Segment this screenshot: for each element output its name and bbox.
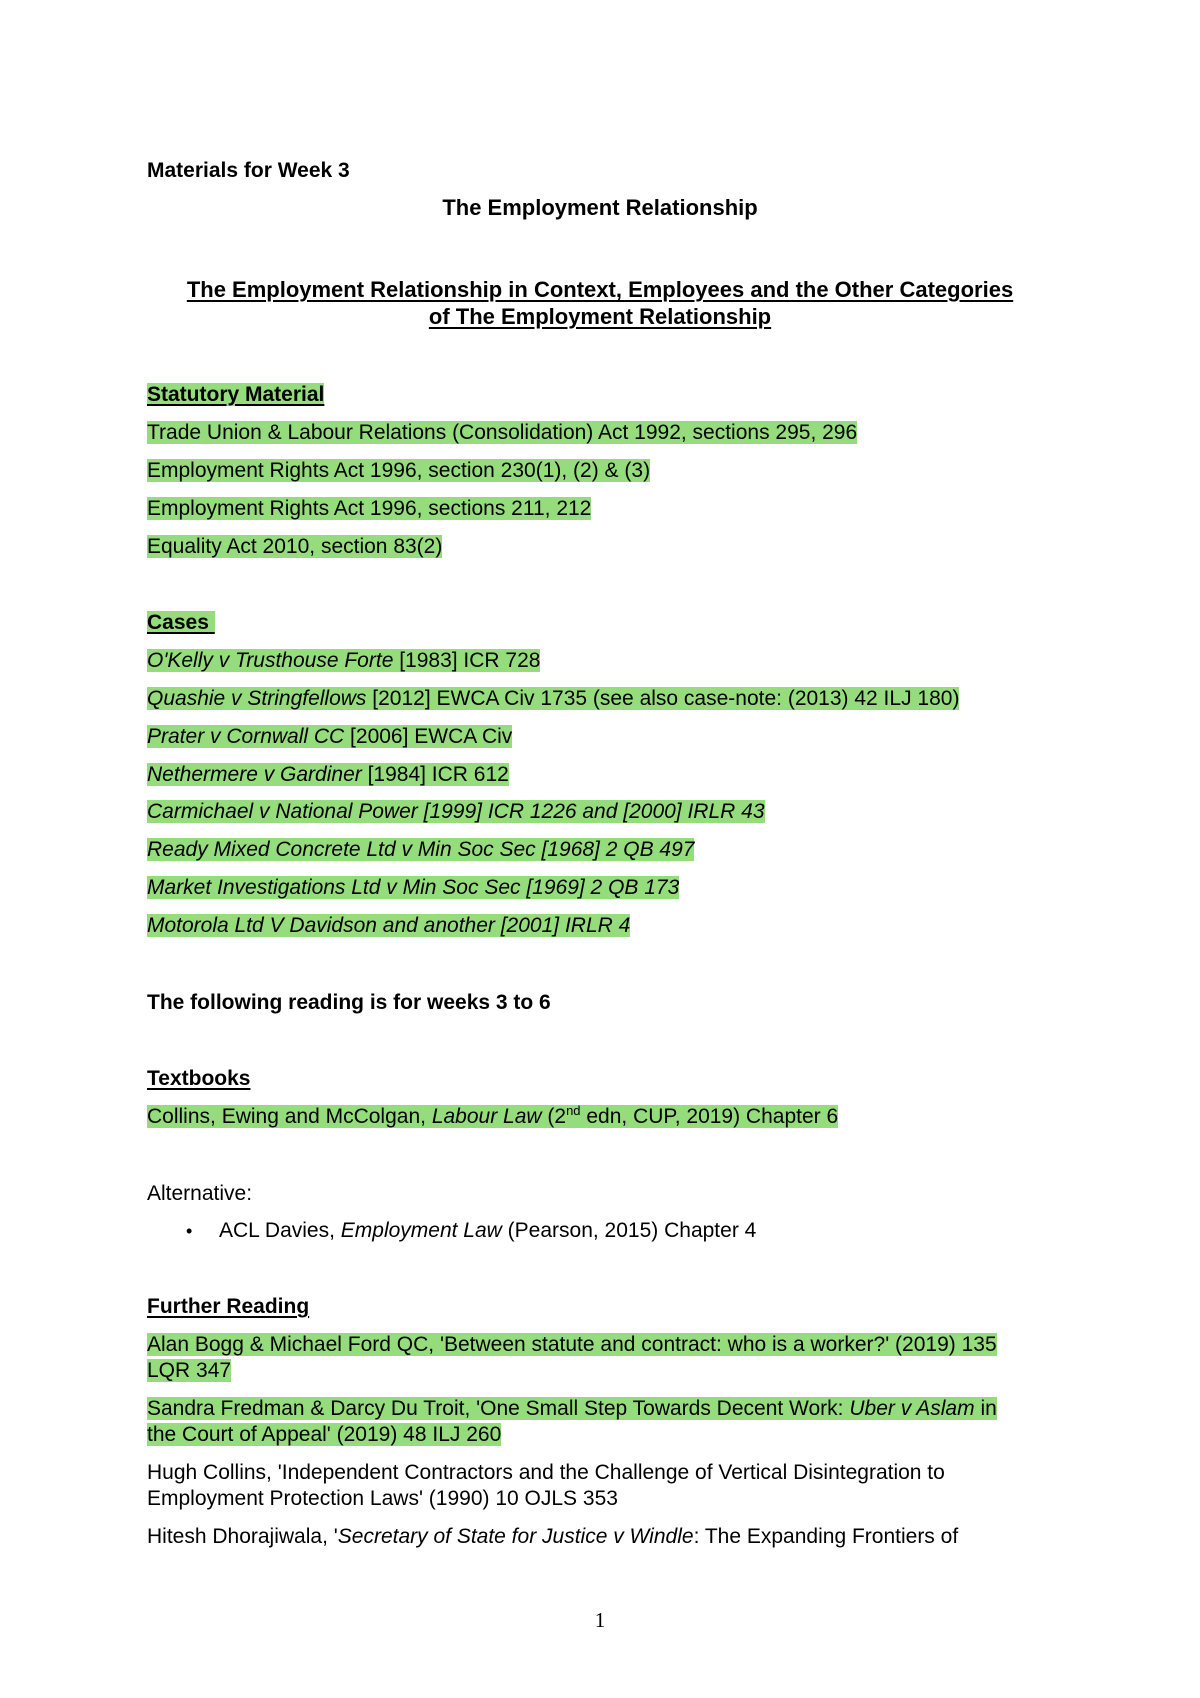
statute-item: Trade Union & Labour Relations (Consolidation) Act 1992, sections 295, 296 <box>147 421 858 444</box>
reading-item: Hugh Collins, 'Independent Contractors and the Challenge of Vertical Disintegration to <box>147 1461 945 1484</box>
reading-item: Sandra Fredman & Darcy Du Troit, 'One Small Step Towards Decent Work: Uber v Aslam in <box>147 1397 997 1420</box>
textbook-alternative: ACL Davies, Employment Law (Pearson, 2015) Chapter 4 <box>219 1219 757 1242</box>
bullet-icon: • <box>186 1221 193 1241</box>
reading-item-continued: the Court of Appeal' (2019) 48 ILJ 260 <box>147 1423 502 1446</box>
reading-note: The following reading is for weeks 3 to 6 <box>147 991 551 1014</box>
case-item: Market Investigations Ltd v Min Soc Sec [1969] 2 QB 173 <box>147 876 680 899</box>
statute-item: Equality Act 2010, section 83(2) <box>147 535 443 558</box>
alternative-label: Alternative: <box>147 1182 253 1205</box>
reading-item-continued: LQR 347 <box>147 1359 232 1382</box>
textbook-main: Collins, Ewing and McColgan, Labour Law (2nd edn, CUP, 2019) Chapter 6 <box>147 1103 839 1128</box>
statutory-heading: Statutory Material <box>147 383 325 406</box>
materials-label: Materials for Week 3 <box>147 159 350 182</box>
case-item: Ready Mixed Concrete Ltd v Min Soc Sec [1968] 2 QB 497 <box>147 838 695 861</box>
further-reading-heading: Further Reading <box>147 1295 310 1318</box>
textbooks-heading: Textbooks <box>147 1067 251 1090</box>
page-number: 1 <box>594 1608 606 1632</box>
statute-item: Employment Rights Act 1996, section 230(1), (2) & (3) <box>147 459 651 482</box>
case-item: Carmichael v National Power [1999] ICR 1226 and [2000] IRLR 43 <box>147 800 765 823</box>
cases-heading: Cases <box>147 610 215 636</box>
case-item: Nethermere v Gardiner [1984] ICR 612 <box>147 763 509 786</box>
case-item: O'Kelly v Trusthouse Forte [1983] ICR 728 <box>147 649 541 672</box>
subtitle-line-2: of The Employment Relationship <box>428 304 772 329</box>
subtitle-line-1: The Employment Relationship in Context, Employees and the Other Categories <box>186 277 1014 302</box>
statute-item: Employment Rights Act 1996, sections 211, 212 <box>147 497 592 520</box>
case-item: Quashie v Stringfellows [2012] EWCA Civ 1735 (see also case-note: (2013) 42 ILJ 180) <box>147 687 960 710</box>
reading-item: Hitesh Dhorajiwala, 'Secretary of State for Justice v Windle: The Expanding Frontiers of <box>147 1525 959 1548</box>
case-item: Motorola Ltd V Davidson and another [2001] IRLR 4 <box>147 914 631 937</box>
reading-item-continued: Employment Protection Laws' (1990) 10 OJLS 353 <box>147 1487 618 1510</box>
case-item: Prater v Cornwall CC [2006] EWCA Civ <box>147 725 513 748</box>
reading-item: Alan Bogg & Michael Ford QC, 'Between statute and contract: who is a worker?' (2019) 135 <box>147 1333 997 1356</box>
page-title: The Employment Relationship <box>442 195 758 220</box>
